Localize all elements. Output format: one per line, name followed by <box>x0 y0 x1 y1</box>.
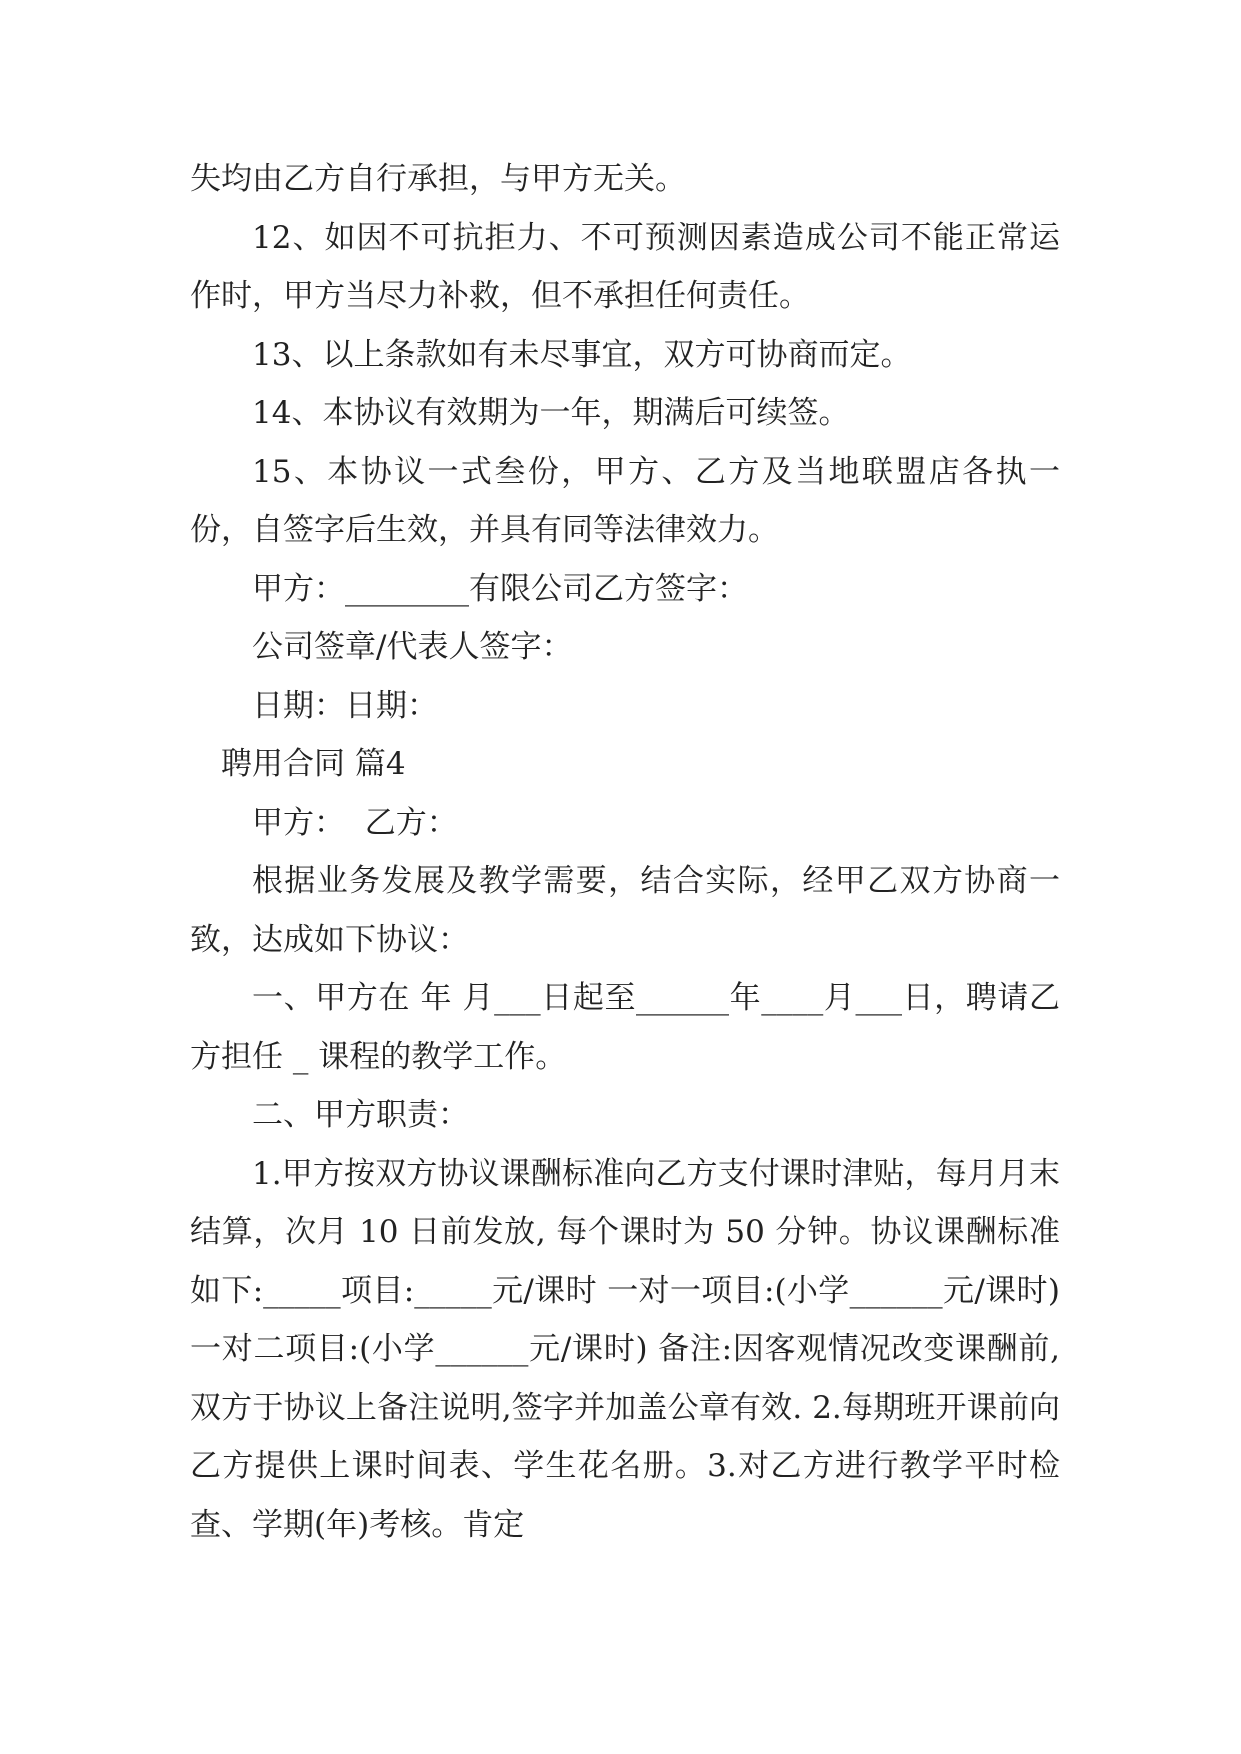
section-heading: 聘用合同 篇4 <box>221 746 406 782</box>
paragraph-article-1: 一、甲方在 年 月___日起至______年____月___日，聘请乙方担任 _ 课程的教学工作。 <box>190 980 1060 1075</box>
paragraph-article-2-title: 二、甲方职责： <box>252 1097 469 1133</box>
paragraph-clause-13: 13、以上条款如有未尽事宜，双方可协商而定。 <box>252 336 912 373</box>
paragraph-clause-15: 15、本协议一式叁份，甲方、乙方及当地联盟店各执一份，自签字后生效，并具有同等法律效力。 <box>190 453 1060 548</box>
signature-date: 日期：日期： <box>252 687 438 724</box>
paragraph-clause-12: 12、如因不可抗拒力、不可预测因素造成公司不能正常运作时，甲方当尽力补救，但不承担任何责任。 <box>190 219 1060 314</box>
signature-company-seal: 公司签章/代表人签字： <box>252 629 573 665</box>
document-body <box>190 150 1070 1554</box>
paragraph-article-2-body: 1.甲方按双方协议课酬标准向乙方支付课时津贴，每月月末结算，次月 10 日前发放, 每个课时为 50 分钟。协议课酬标准如下:_____项目:_____元/课时 一对一项目:(小学______元/课时) 一对二项目:(小学______元/课时) 备注:因客观情况改变课酬前,双方于协议上备注说明,签字并加盖公章有效. 2.每期班开课前向乙方提供上课时间表、学生花名册。3.对乙方进行教学平时检查、学期(年)考核。肯定 <box>190 1155 1070 1543</box>
parties-line: 甲方： 乙方： <box>252 804 458 841</box>
signature-party-a: 甲方：________有限公司乙方签字： <box>252 570 748 607</box>
paragraph-clause-14: 14、本协议有效期为一年，期满后可续签。 <box>252 395 850 431</box>
paragraph-preamble: 根据业务发展及教学需要，结合实际，经甲乙双方协商一致，达成如下协议： <box>190 863 1060 958</box>
paragraph-loss-clause-end: 失均由乙方自行承担，与甲方无关。 <box>190 161 686 197</box>
